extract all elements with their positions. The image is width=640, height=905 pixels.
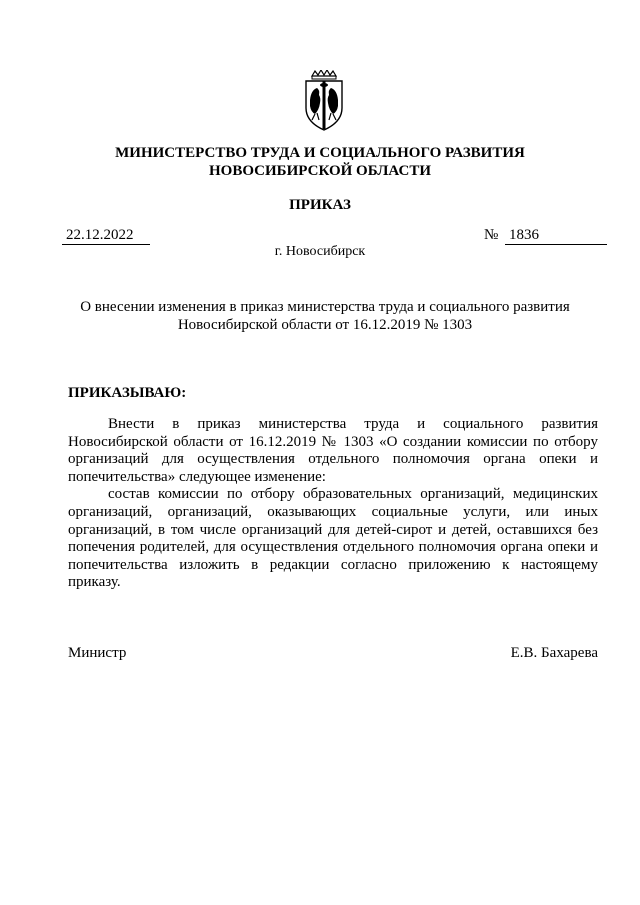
coat-of-arms-icon bbox=[298, 70, 350, 132]
document-body bbox=[68, 416, 598, 592]
document-date: 22.12.2022 bbox=[62, 227, 150, 245]
subject-line-2: Новосибирской области от 16.12.2019 № 1303 bbox=[177, 317, 473, 333]
organization-line-2: НОВОСИБИРСКОЙ ОБЛАСТИ bbox=[208, 163, 432, 179]
number-sign: № bbox=[484, 227, 499, 243]
document-subject bbox=[80, 298, 570, 334]
document-city: г. Новосибирск bbox=[274, 244, 366, 259]
signatory-name: Е.В. Бахарева bbox=[510, 645, 598, 661]
organization-name bbox=[0, 144, 640, 180]
order-heading: ПРИКАЗЫВАЮ: bbox=[68, 385, 187, 401]
signatory-position: Министр bbox=[68, 645, 127, 661]
subject-line-1: О внесении изменения в приказ министерства труда и социального развития bbox=[80, 299, 570, 315]
organization-line-1: МИНИСТЕРСТВО ТРУДА И СОЦИАЛЬНОГО РАЗВИТИЯ bbox=[115, 145, 525, 161]
body-paragraph-1: Внести в приказ министерства труда и социального развития Новосибирской области от 16.12.2019 № 1303 «О создании комиссии по отбору организаций для осуществления отдельного полномочия органа опеки и попечительства» следующее изменение: bbox=[68, 416, 598, 485]
document-type: ПРИКАЗ bbox=[289, 197, 351, 213]
document-number: 1836 bbox=[505, 227, 607, 245]
body-paragraph-2: состав комиссии по отбору образовательных организаций, медицинских организаций, организаций, оказывающих социальные услуги, или иных организаций, в том числе организаций для детей-сирот и детей, оставшихся без попечения родителей, для осуществления отдельного полномочия органа опеки и попечительства изложить в редакции согласно приложению к настоящему приказу. bbox=[68, 486, 598, 591]
